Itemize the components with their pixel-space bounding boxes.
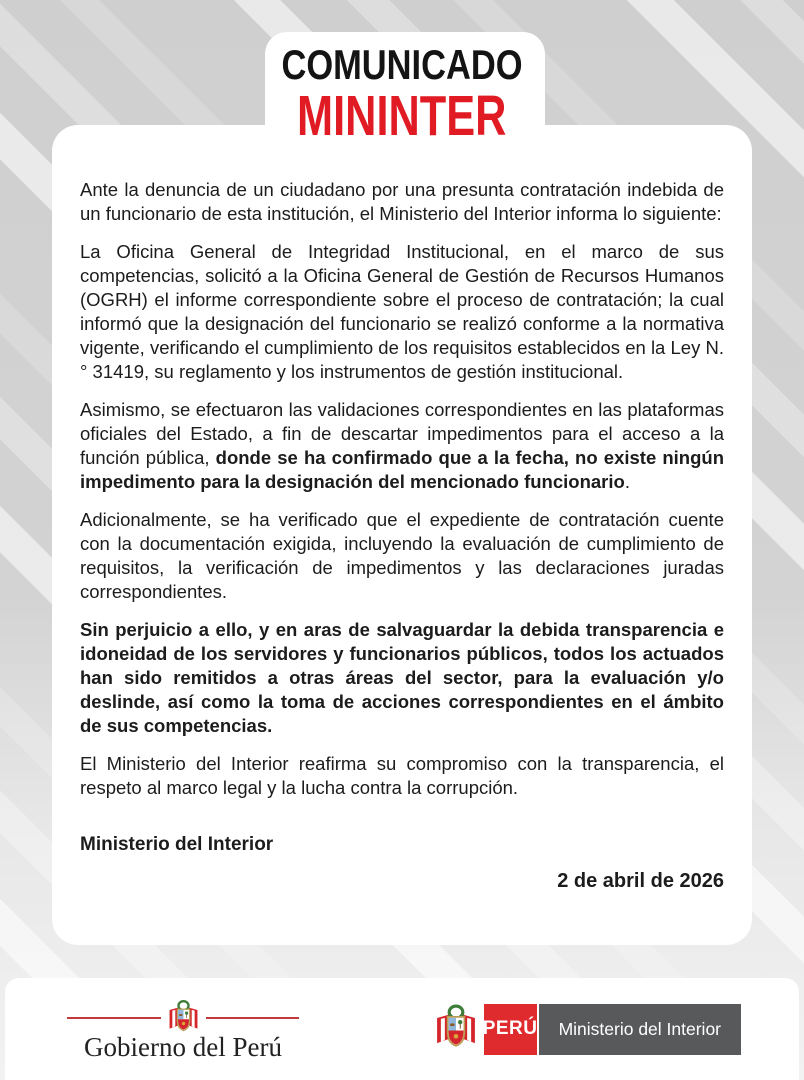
masthead xyxy=(0,41,804,148)
footer-band xyxy=(5,978,799,1080)
masthead-title-comunicado: COMUNICADO xyxy=(281,41,523,88)
communique-card xyxy=(52,125,752,945)
red-divider-line xyxy=(206,1017,300,1019)
paragraph xyxy=(80,752,724,800)
paragraph-text-bold: donde se ha confirmado que a la fecha, no existe ningún impedimento para la designación del mencionado funcionario xyxy=(80,447,724,492)
paragraph-text: . xyxy=(624,471,630,492)
paragraph xyxy=(80,178,724,226)
paragraph-text: La Oficina General de Integridad Institucional, en el marco de sus competencias, solicitó a la Oficina General de Gestión de Recursos Humanos (OGRH) el informe correspondiente sobre el proceso de contratación; la cual informó que la designación del funcionario se realizó conforme a la normativa vigente, verificando el cumplimiento de los requisitos establecidos en la Ley N.° 31419, su reglamento y los instrumentos de gestión institucional. xyxy=(80,241,724,382)
signature: Ministerio del Interior xyxy=(80,834,274,855)
masthead-title-mininter: MININTER xyxy=(297,84,507,148)
paragraph-text: El Ministerio del Interior reafirma su compromiso con la transparencia, el respeto al marco legal y la lucha contra la corrupción. xyxy=(80,753,724,798)
paragraph-text-bold: Sin perjuicio a ello, y en aras de salvaguardar la debida transparencia e idoneidad de los servidores y funcionarios públicos, todos los actuados han sido remitidos a otras áreas del sector, para la evaluación y/o deslinde, así como la toma de acciones correspondientes en el ámbito de sus competencias. xyxy=(80,619,724,736)
gobierno-del-peru-logo xyxy=(67,995,299,1063)
ministry-box-label: Ministerio del Interior xyxy=(539,1004,741,1055)
paragraph xyxy=(80,508,724,604)
red-divider-line xyxy=(67,1017,161,1019)
paragraph xyxy=(80,398,724,494)
paragraph-text: Ante la denuncia de un ciudadano por una presunta contratación indebida de un funcionario de esta institución, el Ministerio del Interior informa lo siguiente: xyxy=(80,179,724,224)
paragraph xyxy=(80,618,724,738)
paragraph-text: Adicionalmente, se ha verificado que el expediente de contratación cuente con la documentación exigida, incluyendo la evaluación de cumplimiento de requisitos, la verificación de impedimentos y las declaraciones juradas correspondientes. xyxy=(80,509,724,602)
peru-box-label: PERÚ xyxy=(484,1004,537,1055)
mininter-logo xyxy=(435,1003,741,1056)
paragraph-text: Asimismo, se efectuaron las validaciones correspondientes en las plataformas oficiales del Estado, a fin de descartar impedimentos para el acceso a la función pública, xyxy=(80,399,724,468)
date-label: 2 de abril de 2026 xyxy=(557,870,724,892)
paragraph xyxy=(80,240,724,384)
escudo-nacional-icon xyxy=(435,1003,477,1056)
gobierno-label: Gobierno del Perú xyxy=(84,1032,282,1062)
